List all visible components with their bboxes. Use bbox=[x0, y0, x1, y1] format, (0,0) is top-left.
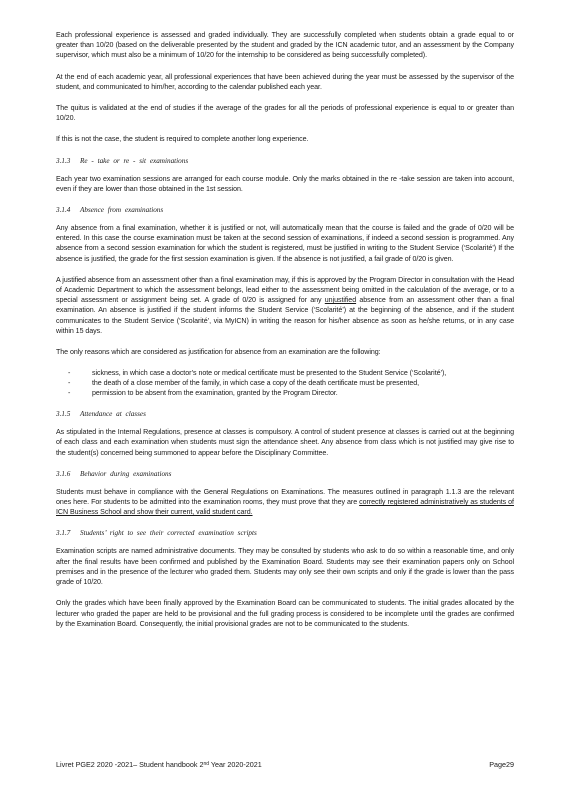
heading-title: Attendance at classes bbox=[80, 410, 146, 419]
list-dash: - bbox=[68, 379, 71, 388]
paragraph-absence-final: Any absence from a final examination, whether it is justified or not, will automatically mean that the course is failed and the grade of 0/20 will be entered. In this case the course examination must be taken at the second session of examinations, if indeed a second session is programmed. Any absence from a second session examination for which the student is registered, must be justified in writing to the Student Service (‘Scolarité’) If the absence is justified, the grade for the first session examination is given. If the absence is not justified, a fail grade of 0/20 is given. bbox=[56, 224, 514, 263]
heading-3-1-5 bbox=[56, 409, 514, 419]
text-span: absence from an assessment other than a final examination. An absence is justified if the student informs the Student Service (‘Scolarité’) at the beginning of the absence, and if the student communicates to the Student Service (‘Scolarité’, via MyICN) in writing the reason for his/her absence as soon as he/she returns, or in any case within 15 days. bbox=[56, 296, 515, 335]
heading-title: Re - take or re - sit examinations bbox=[80, 156, 189, 165]
paragraph-justified-absence bbox=[56, 275, 514, 336]
heading-3-1-4 bbox=[56, 205, 514, 215]
page-content bbox=[56, 30, 514, 640]
paragraph-grades-communication: Only the grades which have been finally approved by the Examination Board can be communicated to students. The initial grades allocated by the lecturer who graded the paper are held to be provisional and the full grading process is considered to be incomplete until the grades are confirmed by the Examination Board. Consequently, the initial provisional grades are not to be communicated to the students. bbox=[56, 599, 514, 628]
footer-superscript: nd bbox=[203, 761, 210, 767]
heading-title: Behavior during examinations bbox=[80, 469, 172, 478]
page-number: Page29 bbox=[489, 760, 514, 769]
heading-number: 3.1.4 bbox=[56, 206, 71, 215]
heading-number: 3.1.3 bbox=[56, 156, 71, 165]
heading-3-1-7 bbox=[56, 528, 514, 538]
list-item bbox=[56, 368, 514, 378]
paragraph-quitus: The quitus is validated at the end of studies if the average of the grades for all the periods of professional experience is equal to or greater than 10/20. bbox=[56, 104, 514, 123]
paragraph-scripts: Examination scripts are named administrative documents. They may be consulted by students who ask to do so within a reasonable time, and only after the final results have been confirmed and published by the Examination Board. Students may see their examination papers only on School premises and in the presence of the lecturer who graded them. Students may only see their own scripts and only if the grade is lower than the pass grade of 10/20. bbox=[56, 547, 514, 587]
heading-title: Absence from examinations bbox=[80, 206, 164, 215]
heading-3-1-6 bbox=[56, 469, 514, 479]
heading-3-1-3 bbox=[56, 156, 514, 166]
footer-text: Year 2020-2021 bbox=[209, 760, 262, 769]
paragraph-long-experience: If this is not the case, the student is required to complete another long experience. bbox=[56, 135, 309, 144]
text-span: A justified absence from an assessment other than a final examination may, if this is approved by the Program Director in consultation with the Head of Academic Department to which the assessment belongs, lead either to the assessment being omitted in the calculation of the average, or to a special assessment or assignment being set. A grade of 0/20 is assigned for any bbox=[56, 275, 514, 305]
paragraph-retake: Each year two examination sessions are arranged for each course module. Only the marks obtained in the re -take session are taken into account, even if they are lower than those obtained in the 1st session. bbox=[56, 174, 514, 193]
underlined-text: correctly registered administratively as students of ICN Business School and show their current, valid student card. bbox=[56, 498, 514, 517]
footer-text: Livret PGE2 2020 -2021– Student handbook 2 bbox=[56, 760, 204, 769]
list-dash: - bbox=[68, 389, 71, 398]
reasons-list bbox=[56, 368, 514, 398]
list-item-text: the death of a close member of the family, in which case a copy of the death certificate must be presented, bbox=[92, 379, 420, 388]
list-dash: - bbox=[68, 369, 71, 378]
list-item-text: permission to be absent from the examination, granted by the Program Director. bbox=[92, 389, 338, 398]
paragraph-annual-assessment: At the end of each academic year, all professional experiences that have been achieved during the year must be assessed by the supervisor of the student, and communicated to him/her, according to the calendar published each year. bbox=[56, 72, 514, 91]
heading-number: 3.1.5 bbox=[56, 410, 71, 419]
paragraph-grading: Each professional experience is assessed and graded individually. They are successfully completed when students obtain a grade equal to or greater than 10/20 (based on the deliverable presented by the student and graded by the ICN academic tutor, and an assessment by the Company supervisor, which must also be a minimum of 10/20 for the internship to be considered as being successfully completed). bbox=[56, 31, 514, 60]
list-item-text: sickness, in which case a doctor’s note or medical certificate must be presented to the Student Service (‘Scolarité’), bbox=[92, 369, 447, 378]
heading-number: 3.1.7 bbox=[56, 529, 71, 538]
paragraph-attendance: As stipulated in the Internal Regulations, presence at classes is compulsory. A control of student presence at classes is carried out at the beginning of each class and each examination when students must sign the attendance sheet. Any absence from class which is not justified may give rise to the student(s) concerned being summoned to appear before the Disciplinary Committee. bbox=[56, 428, 514, 457]
paragraph-reasons-intro: The only reasons which are considered as justification for absence from an examination are the following: bbox=[56, 348, 381, 357]
heading-title: Students’ right to see their corrected examination scripts bbox=[80, 529, 257, 538]
list-item bbox=[56, 378, 514, 388]
paragraph-behavior bbox=[56, 487, 514, 518]
text-span: Students must behave in compliance with the General Regulations on Examinations. The measures outlined in paragraph 1.1.3 are the relevant ones here. For students to be admitted into the examination rooms, they must prove that they are bbox=[56, 487, 514, 507]
list-item bbox=[56, 388, 514, 398]
heading-number: 3.1.6 bbox=[56, 469, 71, 478]
underlined-text: unjustified bbox=[324, 296, 357, 305]
footer-title bbox=[56, 760, 262, 769]
page-footer bbox=[56, 760, 514, 770]
